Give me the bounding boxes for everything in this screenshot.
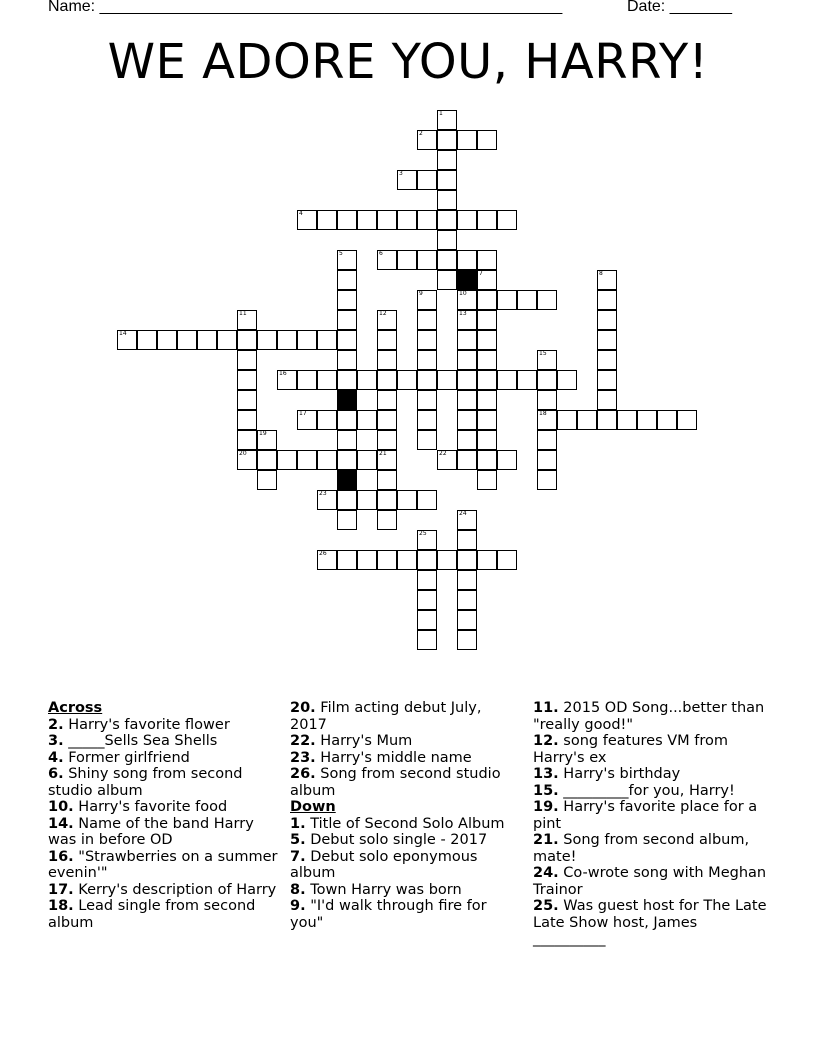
grid-cell[interactable] bbox=[537, 290, 557, 310]
clue-across: 17. Kerry's description of Harry bbox=[48, 881, 277, 898]
clue-number: 4 bbox=[299, 210, 303, 217]
grid-cell[interactable] bbox=[337, 490, 357, 510]
clue-number: 15 bbox=[539, 350, 547, 357]
grid-cell[interactable] bbox=[137, 330, 157, 350]
black-square bbox=[337, 470, 357, 490]
grid-cell[interactable] bbox=[257, 430, 277, 450]
grid-cell[interactable] bbox=[417, 570, 437, 590]
grid-cell[interactable] bbox=[337, 510, 357, 530]
date-line[interactable]: Date: _______ bbox=[627, 0, 732, 15]
grid-cell[interactable] bbox=[457, 390, 477, 410]
name-line[interactable]: Name: ____________________________________________________ bbox=[48, 0, 563, 15]
clue-across: 22. Harry's Mum bbox=[290, 733, 413, 749]
clue-across: 16. "Strawberries on a summer evenin'" bbox=[48, 848, 278, 881]
grid-cell[interactable] bbox=[417, 630, 437, 650]
grid-cell[interactable] bbox=[337, 330, 357, 350]
grid-cell[interactable] bbox=[457, 510, 477, 530]
clue-number: 2 bbox=[419, 130, 423, 137]
clue-number: 7 bbox=[479, 270, 483, 277]
grid-cell[interactable] bbox=[157, 330, 177, 350]
grid-cell[interactable] bbox=[317, 210, 337, 230]
clue-number: 5 bbox=[339, 250, 343, 257]
clues-column-1 bbox=[48, 700, 284, 931]
grid-cell[interactable] bbox=[417, 610, 437, 630]
grid-cell[interactable] bbox=[357, 450, 377, 470]
grid-cell[interactable] bbox=[477, 470, 497, 490]
grid-cell[interactable] bbox=[317, 450, 337, 470]
grid-cell[interactable] bbox=[497, 290, 517, 310]
grid-cell[interactable] bbox=[457, 590, 477, 610]
grid-cell[interactable] bbox=[397, 210, 417, 230]
grid-cell[interactable] bbox=[417, 390, 437, 410]
grid-cell[interactable] bbox=[457, 350, 477, 370]
grid-cell[interactable] bbox=[317, 370, 337, 390]
clue-number: 10 bbox=[459, 290, 467, 297]
grid-cell[interactable] bbox=[497, 370, 517, 390]
grid-cell[interactable] bbox=[437, 190, 457, 210]
grid-cell[interactable] bbox=[417, 490, 437, 510]
clue-down: 5. Debut solo single - 2017 bbox=[290, 832, 488, 848]
grid-cell[interactable] bbox=[377, 550, 397, 570]
clue-number: 6 bbox=[379, 250, 383, 257]
grid-cell[interactable] bbox=[457, 250, 477, 270]
grid-cell[interactable] bbox=[357, 550, 377, 570]
clue-number: 14 bbox=[119, 330, 127, 337]
grid-cell[interactable] bbox=[417, 590, 437, 610]
grid-cell[interactable] bbox=[437, 230, 457, 250]
grid-cell[interactable] bbox=[257, 450, 277, 470]
down-heading: Down bbox=[290, 799, 336, 815]
grid-cell[interactable] bbox=[477, 330, 497, 350]
grid-cell[interactable] bbox=[297, 410, 317, 430]
grid-cell[interactable] bbox=[377, 330, 397, 350]
grid-cell[interactable] bbox=[597, 390, 617, 410]
grid-cell[interactable] bbox=[237, 450, 257, 470]
grid-cell[interactable] bbox=[477, 410, 497, 430]
grid-cell[interactable] bbox=[437, 450, 457, 470]
grid-cell[interactable] bbox=[417, 130, 437, 150]
clue-down: 7. Debut solo eponymous album bbox=[290, 848, 478, 881]
grid-cell[interactable] bbox=[337, 210, 357, 230]
grid-cell[interactable] bbox=[357, 410, 377, 430]
grid-cell[interactable] bbox=[377, 470, 397, 490]
grid-cell[interactable] bbox=[457, 370, 477, 390]
clue-across: 20. Film acting debut July, 2017 bbox=[290, 700, 482, 733]
grid-cell[interactable] bbox=[537, 390, 557, 410]
grid-cell[interactable] bbox=[417, 210, 437, 230]
grid-cell[interactable] bbox=[297, 330, 317, 350]
clue-number: 17 bbox=[299, 410, 307, 417]
grid-cell[interactable] bbox=[377, 410, 397, 430]
grid-cell[interactable] bbox=[437, 370, 457, 390]
grid-cell[interactable] bbox=[297, 210, 317, 230]
grid-cell[interactable] bbox=[597, 290, 617, 310]
grid-cell[interactable] bbox=[377, 310, 397, 330]
grid-cell[interactable] bbox=[237, 370, 257, 390]
clues-column-2 bbox=[290, 700, 520, 931]
grid-cell[interactable] bbox=[277, 370, 297, 390]
clue-down: 19. Harry's favorite place for a pint bbox=[533, 799, 758, 832]
grid-cell[interactable] bbox=[377, 510, 397, 530]
grid-cell[interactable] bbox=[317, 550, 337, 570]
grid-cell[interactable] bbox=[397, 170, 417, 190]
grid-cell[interactable] bbox=[417, 290, 437, 310]
grid-cell[interactable] bbox=[457, 530, 477, 550]
grid-cell[interactable] bbox=[297, 370, 317, 390]
grid-cell[interactable] bbox=[457, 130, 477, 150]
clue-across: 4. Former girlfriend bbox=[48, 749, 190, 766]
grid-cell[interactable] bbox=[597, 370, 617, 390]
clue-number: 20 bbox=[239, 450, 247, 457]
clue-number: 19 bbox=[259, 430, 267, 437]
clue-down: 12. song features VM from Harry's ex bbox=[533, 733, 729, 766]
grid-cell[interactable] bbox=[237, 350, 257, 370]
grid-cell[interactable] bbox=[377, 370, 397, 390]
grid-cell[interactable] bbox=[537, 370, 557, 390]
grid-cell[interactable] bbox=[337, 410, 357, 430]
grid-cell[interactable] bbox=[177, 330, 197, 350]
grid-cell[interactable] bbox=[477, 250, 497, 270]
grid-cell[interactable] bbox=[337, 290, 357, 310]
clue-across: 26. Song from second studio album bbox=[290, 766, 501, 799]
grid-cell[interactable] bbox=[417, 350, 437, 370]
grid-cell[interactable] bbox=[377, 250, 397, 270]
clue-across: 3. _____Sells Sea Shells bbox=[48, 733, 218, 749]
grid-cell[interactable] bbox=[457, 330, 477, 350]
clue-down: 25. Was guest host for The Late Late Show host, James __________ bbox=[533, 898, 767, 947]
grid-cell[interactable] bbox=[257, 470, 277, 490]
grid-cell[interactable] bbox=[517, 370, 537, 390]
grid-cell[interactable] bbox=[317, 490, 337, 510]
grid-cell[interactable] bbox=[277, 450, 297, 470]
grid-cell[interactable] bbox=[477, 310, 497, 330]
grid-cell[interactable] bbox=[657, 410, 677, 430]
clue-number: 26 bbox=[319, 550, 327, 557]
grid-cell[interactable] bbox=[477, 210, 497, 230]
grid-cell[interactable] bbox=[417, 410, 437, 430]
grid-cell[interactable] bbox=[477, 450, 497, 470]
grid-cell[interactable] bbox=[437, 110, 457, 130]
grid-cell[interactable] bbox=[497, 450, 517, 470]
grid-cell[interactable] bbox=[457, 210, 477, 230]
grid-cell[interactable] bbox=[457, 610, 477, 630]
grid-cell[interactable] bbox=[437, 150, 457, 170]
grid-cell[interactable] bbox=[537, 450, 557, 470]
grid-cell[interactable] bbox=[477, 430, 497, 450]
clue-across: 14. Name of the band Harry was in before OD bbox=[48, 815, 254, 848]
grid-cell[interactable] bbox=[437, 170, 457, 190]
grid-cell[interactable] bbox=[237, 430, 257, 450]
page-title: WE ADORE YOU, HARRY! bbox=[107, 34, 709, 90]
clue-number: 18 bbox=[539, 410, 547, 417]
grid-cell[interactable] bbox=[417, 550, 437, 570]
grid-cell[interactable] bbox=[537, 350, 557, 370]
grid-cell[interactable] bbox=[397, 550, 417, 570]
clue-number: 23 bbox=[319, 490, 327, 497]
grid-cell[interactable] bbox=[597, 410, 617, 430]
grid-cell[interactable] bbox=[557, 370, 577, 390]
grid-cell[interactable] bbox=[397, 370, 417, 390]
grid-cell[interactable] bbox=[377, 210, 397, 230]
grid-cell[interactable] bbox=[237, 390, 257, 410]
grid-cell[interactable] bbox=[457, 450, 477, 470]
grid-cell[interactable] bbox=[437, 270, 457, 290]
grid-cell[interactable] bbox=[477, 370, 497, 390]
grid-cell[interactable] bbox=[337, 250, 357, 270]
grid-cell[interactable] bbox=[597, 330, 617, 350]
clue-across: 2. Harry's favorite flower bbox=[48, 716, 230, 733]
grid-cell[interactable] bbox=[377, 490, 397, 510]
grid-cell[interactable] bbox=[377, 450, 397, 470]
grid-cell[interactable] bbox=[597, 310, 617, 330]
grid-cell[interactable] bbox=[617, 410, 637, 430]
grid-cell[interactable] bbox=[217, 330, 237, 350]
grid-cell[interactable] bbox=[477, 390, 497, 410]
grid-cell[interactable] bbox=[377, 430, 397, 450]
grid-cell[interactable] bbox=[337, 350, 357, 370]
clue-down: 21. Song from second album, mate! bbox=[533, 832, 750, 865]
grid-cell[interactable] bbox=[497, 210, 517, 230]
grid-cell[interactable] bbox=[537, 470, 557, 490]
grid-cell[interactable] bbox=[537, 410, 557, 430]
grid-cell[interactable] bbox=[457, 550, 477, 570]
grid-cell[interactable] bbox=[417, 330, 437, 350]
clue-down: 11. 2015 OD Song...better than "really good!" bbox=[533, 700, 765, 733]
grid-cell[interactable] bbox=[577, 410, 597, 430]
grid-cell[interactable] bbox=[457, 310, 477, 330]
clue-down: 8. Town Harry was born bbox=[290, 881, 462, 898]
grid-cell[interactable] bbox=[417, 370, 437, 390]
grid-cell[interactable] bbox=[297, 450, 317, 470]
clue-across: 10. Harry's favorite food bbox=[48, 799, 228, 815]
grid-cell[interactable] bbox=[317, 410, 337, 430]
grid-cell[interactable] bbox=[437, 210, 457, 230]
grid-cell[interactable] bbox=[477, 350, 497, 370]
grid-cell[interactable] bbox=[457, 290, 477, 310]
grid-cell[interactable] bbox=[337, 550, 357, 570]
grid-cell[interactable] bbox=[337, 370, 357, 390]
black-square bbox=[337, 390, 357, 410]
grid-cell[interactable] bbox=[537, 430, 557, 450]
grid-cell[interactable] bbox=[677, 410, 697, 430]
clue-number: 3 bbox=[399, 170, 403, 177]
clue-number: 16 bbox=[279, 370, 287, 377]
clues-column-3 bbox=[533, 700, 773, 948]
black-square bbox=[457, 270, 477, 290]
grid-cell[interactable] bbox=[417, 170, 437, 190]
clue-across: 23. Harry's middle name bbox=[290, 749, 472, 766]
clue-number: 21 bbox=[379, 450, 387, 457]
clue-number: 24 bbox=[459, 510, 467, 517]
grid-cell[interactable] bbox=[497, 550, 517, 570]
grid-cell[interactable] bbox=[397, 490, 417, 510]
grid-cell[interactable] bbox=[457, 630, 477, 650]
grid-cell[interactable] bbox=[357, 370, 377, 390]
grid-cell[interactable] bbox=[417, 430, 437, 450]
grid-cell[interactable] bbox=[237, 410, 257, 430]
grid-cell[interactable] bbox=[437, 130, 457, 150]
grid-cell[interactable] bbox=[337, 450, 357, 470]
clue-number: 22 bbox=[439, 450, 447, 457]
grid-cell[interactable] bbox=[417, 530, 437, 550]
grid-cell[interactable] bbox=[237, 310, 257, 330]
grid-cell[interactable] bbox=[357, 210, 377, 230]
clue-down: 13. Harry's birthday bbox=[533, 766, 681, 782]
clue-down: 1. Title of Second Solo Album bbox=[290, 815, 505, 832]
clue-number: 25 bbox=[419, 530, 427, 537]
grid-cell[interactable] bbox=[417, 310, 437, 330]
grid-cell[interactable] bbox=[477, 290, 497, 310]
grid-cell[interactable] bbox=[517, 290, 537, 310]
grid-cell[interactable] bbox=[477, 270, 497, 290]
grid-cell[interactable] bbox=[117, 330, 137, 350]
grid-cell[interactable] bbox=[437, 250, 457, 270]
grid-cell[interactable] bbox=[337, 270, 357, 290]
clue-number: 9 bbox=[419, 290, 423, 297]
grid-cell[interactable] bbox=[457, 430, 477, 450]
grid-cell[interactable] bbox=[357, 490, 377, 510]
grid-cell[interactable] bbox=[437, 550, 457, 570]
grid-cell[interactable] bbox=[477, 130, 497, 150]
grid-cell[interactable] bbox=[277, 330, 297, 350]
clue-across: 6. Shiny song from second studio album bbox=[48, 766, 243, 799]
grid-cell[interactable] bbox=[337, 310, 357, 330]
grid-cell[interactable] bbox=[597, 350, 617, 370]
grid-cell[interactable] bbox=[337, 430, 357, 450]
clue-number: 11 bbox=[239, 310, 247, 317]
grid-cell[interactable] bbox=[257, 330, 277, 350]
clue-number: 1 bbox=[439, 110, 443, 117]
across-heading: Across bbox=[48, 700, 103, 716]
grid-cell[interactable] bbox=[597, 270, 617, 290]
clue-number: 12 bbox=[379, 310, 387, 317]
grid-cell[interactable] bbox=[477, 550, 497, 570]
grid-cell[interactable] bbox=[397, 250, 417, 270]
clue-across: 18. Lead single from second album bbox=[48, 898, 256, 931]
grid-cell[interactable] bbox=[417, 250, 437, 270]
grid-cell[interactable] bbox=[457, 570, 477, 590]
clue-number: 8 bbox=[599, 270, 603, 277]
grid-cell[interactable] bbox=[377, 390, 397, 410]
clue-down: 9. "I'd walk through fire for you" bbox=[290, 898, 487, 931]
grid-cell[interactable] bbox=[197, 330, 217, 350]
clue-down: 24. Co-wrote song with Meghan Trainor bbox=[533, 865, 767, 898]
grid-cell[interactable] bbox=[317, 330, 337, 350]
grid-cell[interactable] bbox=[457, 410, 477, 430]
grid-cell[interactable] bbox=[377, 350, 397, 370]
grid-cell[interactable] bbox=[237, 330, 257, 350]
clue-down: 15. _________for you, Harry! bbox=[533, 782, 735, 799]
grid-cell[interactable] bbox=[557, 410, 577, 430]
clue-number: 13 bbox=[459, 310, 467, 317]
grid-cell[interactable] bbox=[637, 410, 657, 430]
